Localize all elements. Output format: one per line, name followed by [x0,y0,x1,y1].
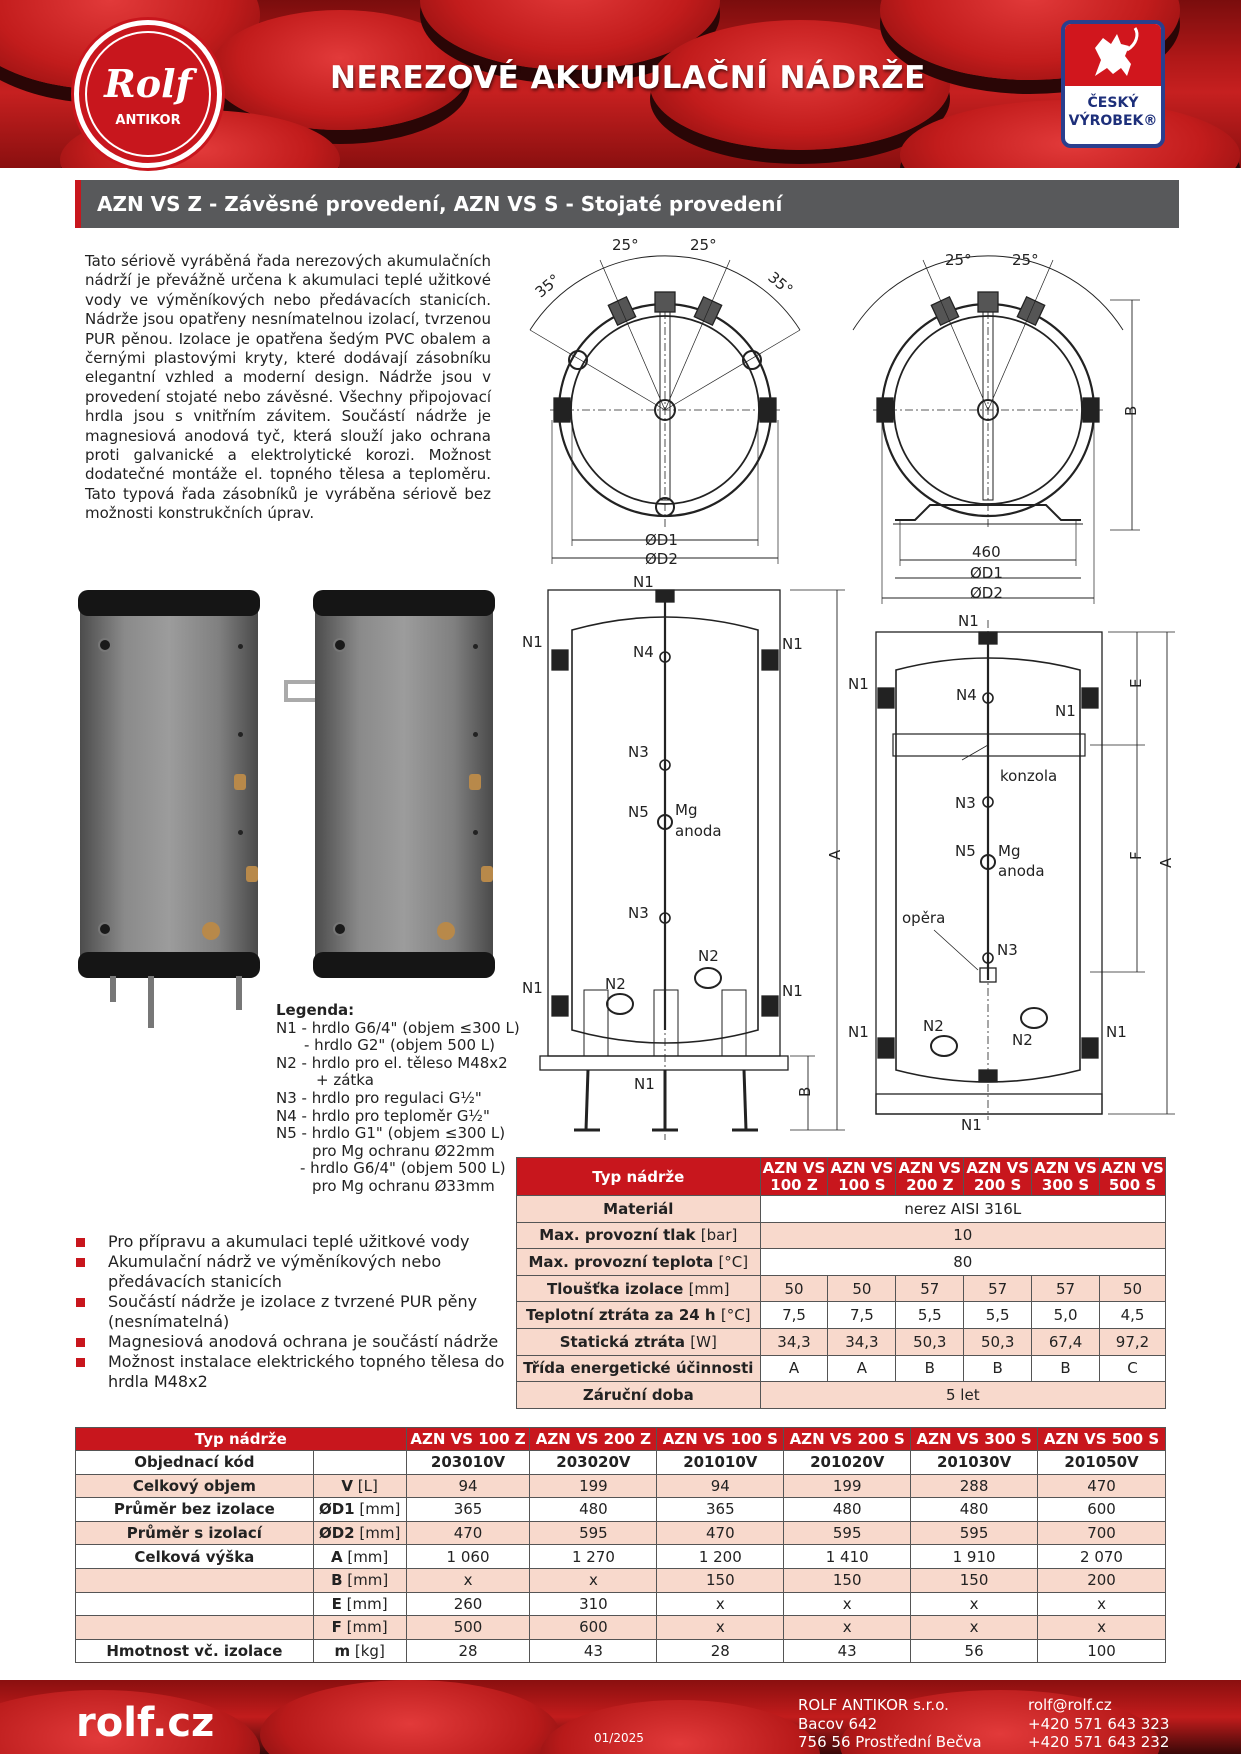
row-unit-text: [mm] [341,1594,388,1613]
row-unit [313,1545,406,1569]
table-row [517,1328,1166,1355]
row-unit-text: [mm] [342,1547,389,1566]
dim-d1: ØD1 [645,531,678,549]
row-unit [313,1474,406,1498]
dim-angle: 25° [945,251,972,269]
table-row [76,1592,1166,1616]
feature-item: Magnesiová anodová ochrana je součástí nádrže [75,1332,515,1352]
table-header-model: AZN VS 100 Z [760,1158,828,1196]
table-row [76,1545,1166,1569]
cell: A [760,1355,828,1382]
phone-number[interactable]: +420 571 643 323 [1028,1714,1170,1733]
cell: 5 let [760,1382,1165,1409]
logo-sub: ANTIKOR [115,113,181,128]
dimension-table-body [76,1451,1166,1663]
cell: 80 [760,1249,1165,1276]
cell: 150 [911,1568,1038,1592]
cell: 7,5 [760,1302,828,1329]
label-n1: N1 [634,1075,655,1093]
cell: 100 [1038,1639,1166,1663]
side-view-hanging [540,590,845,1140]
cell: 203020V [530,1451,657,1475]
label-n3: N3 [997,941,1018,959]
legend-line: N1 - hrdlo G6/4" (objem ≤300 L) [276,1018,520,1037]
row-label [76,1592,314,1616]
table-header-model: AZN VS 300 S [1032,1158,1100,1196]
table-header-model: AZN VS 100 S [657,1428,784,1451]
cell: 28 [406,1639,530,1663]
cell: B [896,1355,964,1382]
cell: 34,3 [760,1328,828,1355]
dim-d1: ØD1 [970,564,1003,582]
cell: 2 070 [1038,1545,1166,1569]
decor-disc [260,1680,560,1754]
row-symbol: ØD1 [318,1500,355,1519]
label-n4: N4 [956,686,977,704]
cell: x [911,1592,1038,1616]
label-n5: N5 [628,803,649,821]
table-row [517,1302,1166,1329]
cell: 50,3 [964,1328,1032,1355]
cell: 57 [964,1275,1032,1302]
feature-list [75,1232,515,1392]
table-row [517,1249,1166,1276]
row-label: Průměr s izolací [76,1521,314,1545]
footer-date: 01/2025 [594,1731,644,1745]
cell: x [1038,1592,1166,1616]
label-n1: N1 [782,635,803,653]
cell: 595 [784,1521,911,1545]
label-n1: N1 [522,979,543,997]
cell: 470 [406,1521,530,1545]
phone-number[interactable]: +420 571 643 232 [1028,1733,1170,1751]
label-n2: N2 [1012,1031,1033,1049]
cell: 470 [657,1521,784,1545]
cell: 288 [911,1474,1038,1498]
badge-line-1: ČESKÝ [1087,95,1139,111]
cell: 50,3 [896,1328,964,1355]
row-label: Materiál [517,1196,761,1223]
cell: x [657,1616,784,1640]
feature-item: Možnost instalace elektrického topného tělesa do hrdla M48x2 [75,1352,515,1392]
legend-line: N2 - hrdlo pro el. těleso M48x2 [276,1053,508,1072]
cell: nerez AISI 316L [760,1196,1165,1223]
row-symbol: A [330,1547,343,1566]
dim-angle: 35° [764,268,797,300]
cell: 201050V [1038,1451,1166,1475]
cell: 1 410 [784,1545,911,1569]
cell: 595 [530,1521,657,1545]
legend-line: - hrdlo G2" (objem 500 L) [304,1036,495,1055]
legend-line: pro Mg ochranu Ø33mm [312,1176,495,1195]
legend-line: - hrdlo G6/4" (objem 500 L) [300,1159,506,1178]
row-symbol: m [334,1642,351,1661]
cell: 94 [657,1474,784,1498]
dimension-table [75,1427,1166,1663]
row-unit [313,1451,406,1475]
dim-a: A [826,849,844,860]
label-konzola: konzola [1000,767,1058,785]
dim-b: B [1122,405,1140,416]
legend-line: N5 - hrdlo G1" (objem ≤300 L) [276,1124,506,1143]
label-n1: N1 [782,982,803,1000]
row-label: Max. provozní teplota [°C] [517,1249,761,1276]
page-title: NEREZOVÉ AKUMULAČNÍ NÁDRŽE [330,60,926,96]
row-unit [313,1521,406,1545]
table-row [76,1498,1166,1522]
dim-f: F [1127,851,1145,860]
table-row [76,1639,1166,1663]
dim-angle: 25° [690,236,717,254]
label-opera: opěra [902,909,946,927]
cell: x [784,1592,911,1616]
legend-line: + zátka [316,1071,374,1090]
feature-item: Součástí nádrže je izolace z tvrzené PUR pěny (nesnímatelná) [75,1292,515,1332]
table-row [76,1568,1166,1592]
row-label: Tloušťka izolace [mm] [517,1275,761,1302]
label-n2: N2 [923,1017,944,1035]
row-label: Objednací kód [76,1451,314,1475]
footer-contact [1028,1696,1169,1752]
table-header-type: Typ nádrže [76,1428,407,1451]
cell: 150 [657,1568,784,1592]
cell: 201010V [657,1451,784,1475]
cell: 50 [828,1275,896,1302]
row-unit [313,1498,406,1522]
row-unit [313,1592,406,1616]
row-label [76,1616,314,1640]
feature-item: Pro přípravu a akumulaci teplé užitkové vody [75,1232,515,1252]
label-anoda: anoda [998,862,1045,880]
cell: B [964,1355,1032,1382]
cell: 480 [784,1498,911,1522]
cell: 201020V [784,1451,911,1475]
row-label: Hmotnost vč. izolace [76,1639,314,1663]
cell: 199 [530,1474,657,1498]
logo-name: Rolf [104,61,192,106]
dim-angle: 25° [1012,251,1039,269]
cell: 1 910 [911,1545,1038,1569]
table-row [76,1616,1166,1640]
row-unit-text: [kg] [350,1642,385,1661]
label-mg: Mg [998,842,1021,860]
cell: 199 [784,1474,911,1498]
cell: x [657,1592,784,1616]
legend-line: pro Mg ochranu Ø22mm [312,1141,495,1160]
row-symbol: B [331,1571,343,1590]
table-row [517,1355,1166,1382]
street: Bacov 642 [798,1714,878,1733]
cell: 57 [1032,1275,1100,1302]
table-row [517,1196,1166,1223]
cell: 310 [530,1592,657,1616]
row-label: Průměr bez izolace [76,1498,314,1522]
cell: 260 [406,1592,530,1616]
cell: 10 [760,1222,1165,1249]
cell: 365 [406,1498,530,1522]
table-header-model: AZN VS 500 S [1101,1158,1164,1194]
label-anoda: anoda [675,822,722,840]
label-n2: N2 [605,975,626,993]
label-n1: N1 [1055,702,1076,720]
table-header-model: AZN VS 200 S [964,1158,1032,1196]
table-row [517,1382,1166,1409]
row-symbol: E [331,1594,342,1613]
table-header-type: Typ nádrže [517,1158,761,1196]
row-label: Celková výška [76,1545,314,1569]
label-n1: N1 [1106,1023,1127,1041]
table-header-model: AZN VS 300 S [911,1428,1038,1451]
table-header-model: AZN VS 200 Z [530,1428,657,1451]
company-name: ROLF ANTIKOR s.r.o. [798,1696,949,1714]
label-n3: N3 [628,904,649,922]
cell: 43 [530,1639,657,1663]
table-header-model: AZN VS 500 S [1038,1428,1166,1451]
label-n1: N1 [848,675,869,693]
label-n2: N2 [698,947,719,965]
cell: 50 [1100,1275,1166,1302]
cell: 1 270 [530,1545,657,1569]
email-link[interactable]: rolf@rolf.cz [1028,1696,1112,1714]
row-unit [313,1568,406,1592]
label-n5: N5 [955,842,976,860]
label-n3: N3 [628,743,649,761]
cell: 5,0 [1032,1302,1100,1329]
intro-paragraph: Tato sériově vyráběná řada nerezových akumulačních nádrží je převážně určena k akumulaci teplé užitkové vody ve výměníkových nebo předávacích stanicích. Nádrže jsou opatřeny nesnímatelnou izolací, tvrzenou PUR pěnou. Izolace je opatřena šedým PVC obalem a černými plastovými kryty, které dodávají zásobníku elegantní vzhled a moderní design. Nádrže jsou v provedení stojaté nebo závěsné. Všechny připojovací hrdla jsou s vnitřním závitem. Součástí nádrže je magnesiová anodová tyč, která slouží jako ochrana proti galvanické a elektrolytické korozi. Možnost dodatečné montáže el. topného tělesa a teploměru. Tato typová řada zásobníků je vyráběna sériově bez možnosti konstrukčních úprav. [85,252,491,523]
label-n1: N1 [633,573,654,591]
cell: x [406,1568,530,1592]
cell: 94 [406,1474,530,1498]
dim-a: A [1157,857,1175,868]
row-unit [313,1616,406,1640]
row-label: Teplotní ztráta za 24 h [°C] [517,1302,761,1329]
dim-angle: 25° [612,236,639,254]
badge-line-2: VÝROBEK® [1068,113,1158,129]
cell: 57 [896,1275,964,1302]
row-unit [313,1639,406,1663]
cell: 5,5 [896,1302,964,1329]
cell: 595 [911,1521,1038,1545]
row-unit-text: [mm] [354,1524,401,1543]
row-unit-text: [mm] [341,1618,388,1637]
cell: 7,5 [828,1302,896,1329]
cell: B [1032,1355,1100,1382]
table-row [517,1222,1166,1249]
cell: x [784,1616,911,1640]
table-header-model: AZN VS 100 Z [406,1428,530,1451]
dim-d2: ØD2 [645,550,678,568]
row-label: Statická ztráta [W] [517,1328,761,1355]
row-symbol: ØD2 [318,1524,355,1543]
table-header-model: AZN VS 100 S [828,1158,896,1196]
top-view-hanging [530,256,800,564]
cell: 600 [530,1616,657,1640]
dim-e: E [1127,678,1145,688]
cell: 200 [1038,1568,1166,1592]
label-n4: N4 [633,643,654,661]
cell: 56 [911,1639,1038,1663]
cell: C [1100,1355,1166,1382]
legend-title: Legenda: [276,1001,355,1019]
table-header-model: AZN VS 200 S [784,1428,911,1451]
cell: 700 [1038,1521,1166,1545]
cell: A [828,1355,896,1382]
label-n1: N1 [522,633,543,651]
table-row [517,1275,1166,1302]
dim-d2: ØD2 [970,584,1003,602]
table-header-model: AZN VS 200 Z [896,1158,964,1196]
dim-460: 460 [972,543,1001,561]
label-n1: N1 [848,1023,869,1041]
row-label: Záruční doba [517,1382,761,1409]
label-n1: N1 [961,1116,982,1134]
cell: x [1038,1616,1166,1640]
row-unit-text: [L] [353,1476,378,1495]
cell: 500 [406,1616,530,1640]
cell: 150 [784,1568,911,1592]
cell: 4,5 [1100,1302,1166,1329]
spec-table [516,1157,1166,1409]
row-unit-text: [mm] [342,1571,389,1590]
cell: 1 060 [406,1545,530,1569]
cell: 1 200 [657,1545,784,1569]
cell: 203010V [406,1451,530,1475]
row-unit-text: [mm] [354,1500,401,1519]
table-row [76,1521,1166,1545]
cell: 480 [911,1498,1038,1522]
cell: 365 [657,1498,784,1522]
dim-angle: 35° [531,270,564,302]
label-mg: Mg [675,801,698,819]
row-label: Třída energetické účinnosti [517,1355,761,1382]
cell: 50 [760,1275,828,1302]
cell: 470 [1038,1474,1166,1498]
label-n1: N1 [958,612,979,630]
cell: x [530,1568,657,1592]
row-label [76,1568,314,1592]
cell: 28 [657,1639,784,1663]
city: 756 56 Prostřední Bečva [798,1733,982,1751]
row-label: Celkový objem [76,1474,314,1498]
legend-line: N4 - hrdlo pro teploměr G½" [276,1106,490,1125]
cell: 67,4 [1032,1328,1100,1355]
cell: 5,5 [964,1302,1032,1329]
cell: 43 [784,1639,911,1663]
table-row [76,1474,1166,1498]
cell: x [911,1616,1038,1640]
decor-disc [540,1700,820,1754]
cell: 97,2 [1100,1328,1166,1355]
label-n3: N3 [955,794,976,812]
row-label: Max. provozní tlak [bar] [517,1222,761,1249]
table-row [76,1451,1166,1475]
footer-address [798,1696,982,1752]
row-symbol: F [331,1618,342,1637]
cell: 201030V [911,1451,1038,1475]
row-symbol: V [341,1476,354,1495]
section-title: AZN VS Z - Závěsné provedení, AZN VS S - Stojaté provedení [97,192,783,216]
legend-line: N3 - hrdlo pro regulaci G½" [276,1088,482,1107]
dim-b: B [796,1086,814,1097]
footer-website[interactable]: rolf.cz [76,1700,215,1746]
cell: 600 [1038,1498,1166,1522]
feature-item: Akumulační nádrž ve výměníkových nebo předávacích stanicích [75,1252,515,1292]
cell: 480 [530,1498,657,1522]
cell: 34,3 [828,1328,896,1355]
